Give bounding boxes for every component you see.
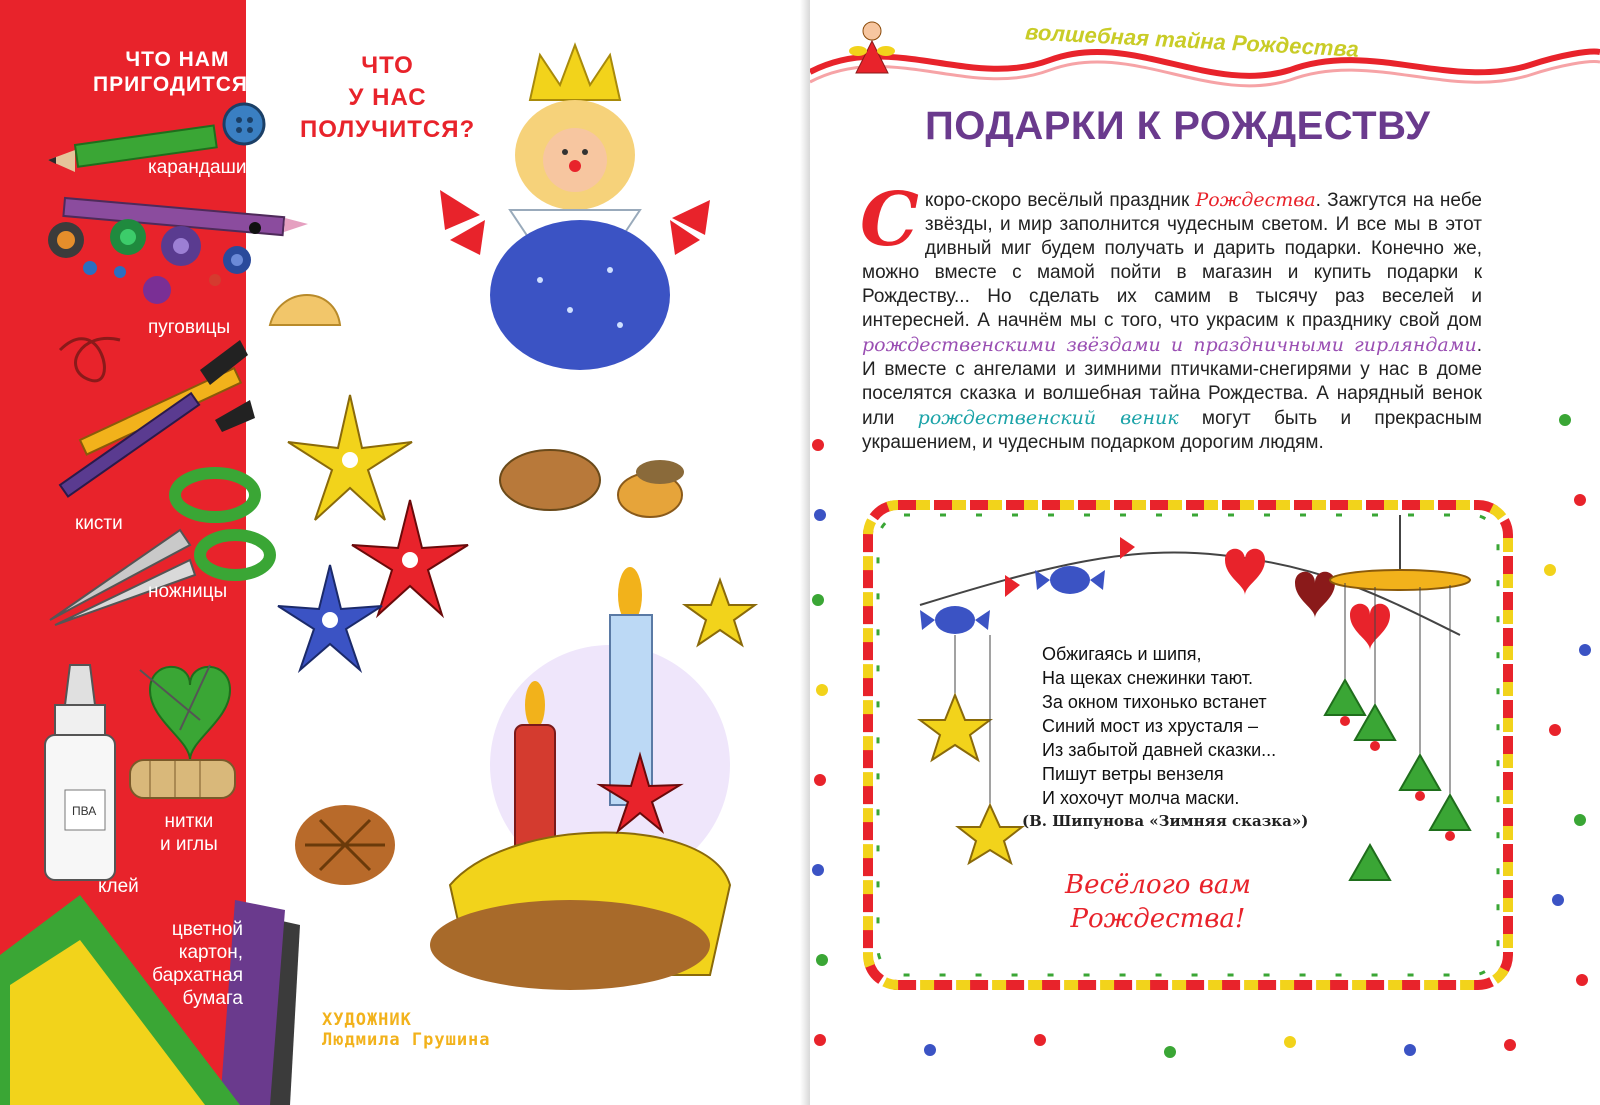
heading-line: ПОЛУЧИТСЯ? (300, 116, 476, 143)
pine-cone-illustration (285, 790, 405, 900)
poem-line: Синий мост из хрусталя – (1042, 716, 1258, 736)
poem-line: За окном тихонько встанет (1042, 692, 1267, 712)
intro-text: . Зажгутся на небе звёзды, и мир заполнится чудесным светом. И все мы в этот дивный миг будем получать и дарить подарки. Конечно же, можно вместе с мамой пойти в магазин и купить подарки к Рождеству... Но сделать их самим в тысячу раз веселей и интересней. А начнём мы с того, что украсим к празднику свой дом (862, 190, 1482, 331)
artist-title: ХУДОЖНИК (322, 1010, 412, 1030)
poem-line: И хохочут молча маски. (1042, 788, 1240, 808)
right-page (810, 0, 1600, 1105)
greeting (1065, 868, 1251, 936)
glue-bottle-illustration (40, 665, 120, 885)
material-label-pencils: карандаши (148, 157, 247, 178)
intro-text: коро-скоро весёлый праздник (924, 190, 1196, 211)
intro-text: . И вместе с ангелами и зимними птичками-снегирями у нас в доме поселятся сказка и волшебная тайна Рождества. А нарядный венок или (862, 335, 1482, 429)
intro-text: могут быть и прекрасным украшением, и чудесным подарком дорогим людям. (862, 408, 1482, 453)
what-we-need-heading (93, 47, 262, 97)
candle-arrangement-illustration (410, 555, 740, 1005)
poem-attribution: (В. Шипунова «Зимняя сказка») (1022, 812, 1309, 830)
heading-line: ПРИГОДИТСЯ? (93, 73, 262, 96)
poem (1042, 642, 1276, 810)
artist-credit (322, 1010, 491, 1050)
candy-icon (920, 606, 990, 634)
material-label-cardboard: цветной картон, бархатная бумага (152, 919, 243, 1009)
greeting-line: Весёлого вам (1065, 870, 1251, 900)
bells-mobile-illustration (1300, 505, 1500, 925)
angel-icon (849, 22, 895, 73)
greeting-line: Рождества! (1070, 904, 1246, 934)
drop-cap: С (860, 177, 919, 263)
material-label-scissors: ножницы (148, 581, 228, 602)
material-label-glue: клей (98, 876, 139, 897)
scissors-illustration (40, 460, 270, 630)
poem-line: На щеках снежинки тают. (1042, 668, 1254, 688)
material-label-brushes: кисти (75, 513, 123, 534)
highlight-stars-garlands: рождественскими звёздами и праздничными гирляндами (862, 334, 1477, 356)
intro-paragraph (860, 177, 1482, 455)
heading-line: ЧТО (361, 52, 414, 79)
highlight-christmas-broom: рождественский веник (917, 407, 1179, 429)
buttons-illustration (30, 100, 290, 280)
poem-line: Пишут ветры вензеля (1042, 764, 1224, 784)
material-label-thread: нитки и иглы (160, 811, 218, 855)
page-title: ПОДАРКИ К РОЖДЕСТВУ (925, 104, 1431, 148)
artist-name: Людмила Грушина (322, 1030, 491, 1050)
section-header-title: волшебная тайна Рождества (1024, 19, 1360, 62)
heading-line: У НАС (348, 84, 427, 111)
highlight-christmas: Рождества (1195, 189, 1316, 211)
glue-bottle-label: ПВА (72, 804, 97, 818)
header-wave-decoration (810, 0, 1600, 110)
poem-line: Из забытой давней сказки... (1042, 740, 1277, 760)
poem-line: Обжигаясь и шипя, (1042, 644, 1202, 664)
heading-line: ЧТО НАМ (125, 48, 230, 71)
material-label-buttons: пуговицы (148, 317, 231, 338)
